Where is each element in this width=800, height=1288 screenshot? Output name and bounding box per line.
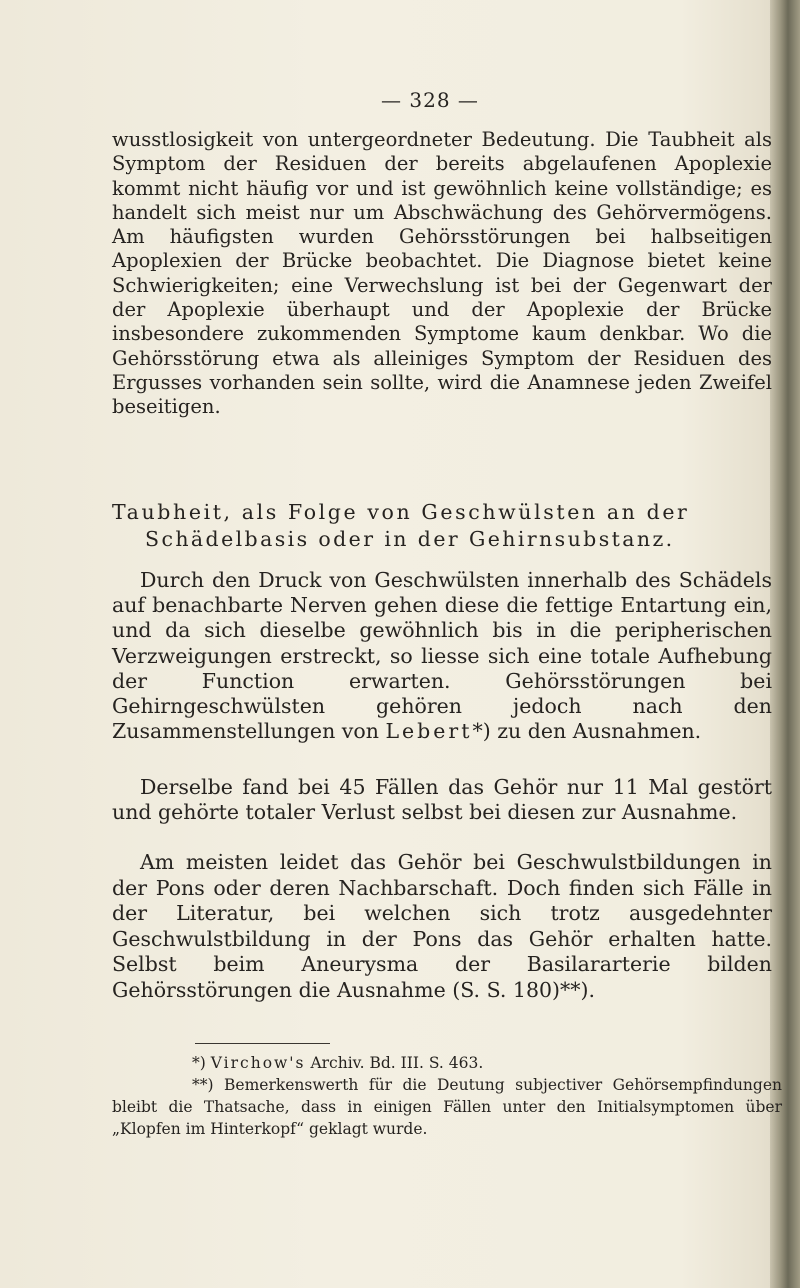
footnote-1-author: Virchow's	[210, 1054, 306, 1072]
footnote-divider	[195, 1043, 330, 1044]
paragraph-text-start: Durch den Druck von Geschwülsten innerhalb des Schädels auf benachbarte Nerven gehen diese die fettige Entartung ein, und da sich dieselbe gewöhnlich bis in die peripherischen Verzweigungen erstreckt, so liesse sich eine totale Aufhebung der Function erwarten. Gehörsstörungen bei Gehirngeschwülsten gehören jedoch nach den Zusammenstellungen von	[112, 568, 772, 744]
footnote-1-mark: *)	[192, 1054, 206, 1072]
paragraph-text	[112, 568, 772, 744]
paragraph-pons	[112, 850, 772, 1003]
paragraph-text: Am meisten leidet das Gehör bei Geschwulstbildungen in der Pons oder deren Nachbarschaft. Doch finden sich Fälle in der Literatur, bei welchen sich trotz ausgedehnter Geschwulstbildung in der Pons das Gehör erhalten hatte. Selbst beim Aneurysma der Basilararterie bilden Gehörsstörungen die Ausnahme (S. S. 180)**).	[112, 850, 772, 1002]
footnote-1-text: Archiv. Bd. III. S. 463.	[305, 1054, 484, 1072]
paragraph-text: wusstlosigkeit von untergeordneter Bedeutung. Die Taubheit als Symptom der Residuen der bereits abgelaufenen Apoplexie kommt nicht häufig vor und ist gewöhnlich keine vollständige; es handelt sich meist nur um Abschwächung des Gehörvermögens. Am häufigsten wurden Gehörsstörungen bei halbseitigen Apoplexien der Brücke beobachtet. Die Diagnose bietet keine Schwierigkeiten; eine Verwechslung ist bei der Gegenwart der der Apoplexie überhaupt und der Apoplexie der Brücke insbesondere zukommenden Symptome kaum denkbar. Wo die Gehörsstörung etwa als alleiniges Symptom der Residuen des Ergusses vorhanden sein sollte, wird die Anamnese jeden Zweifel beseitigen.	[112, 128, 772, 419]
section-heading-line-2: Schädelbasis oder in der Gehirnsubstanz.	[145, 527, 675, 551]
paragraph-apoplexy	[112, 128, 772, 420]
paragraph-tumor-pressure	[112, 568, 772, 744]
footnote-2: **) Bemerkenswerth für die Deutung subjectiver Gehörsempfindungen bleibt die Thatsache, dass in einigen Fällen unter den Initialsymptomen über „Klopfen im Hinterkopf“ geklagt wurde.	[112, 1076, 782, 1138]
section-heading-line-1: Taubheit, als Folge von Geschwülsten an der	[112, 500, 690, 524]
paragraph-text-end: *) zu den Ausnahmen.	[472, 719, 702, 744]
paragraph-text: Derselbe fand bei 45 Fällen das Gehör nur 11 Mal gestört und gehörte totaler Verlust selbst bei diesen zur Ausnahme.	[112, 775, 772, 825]
footnote-1	[112, 1052, 782, 1074]
page-number: — 328 —	[381, 88, 479, 112]
author-name-lebert: Lebert	[385, 719, 473, 744]
paragraph-statistics	[112, 775, 772, 825]
